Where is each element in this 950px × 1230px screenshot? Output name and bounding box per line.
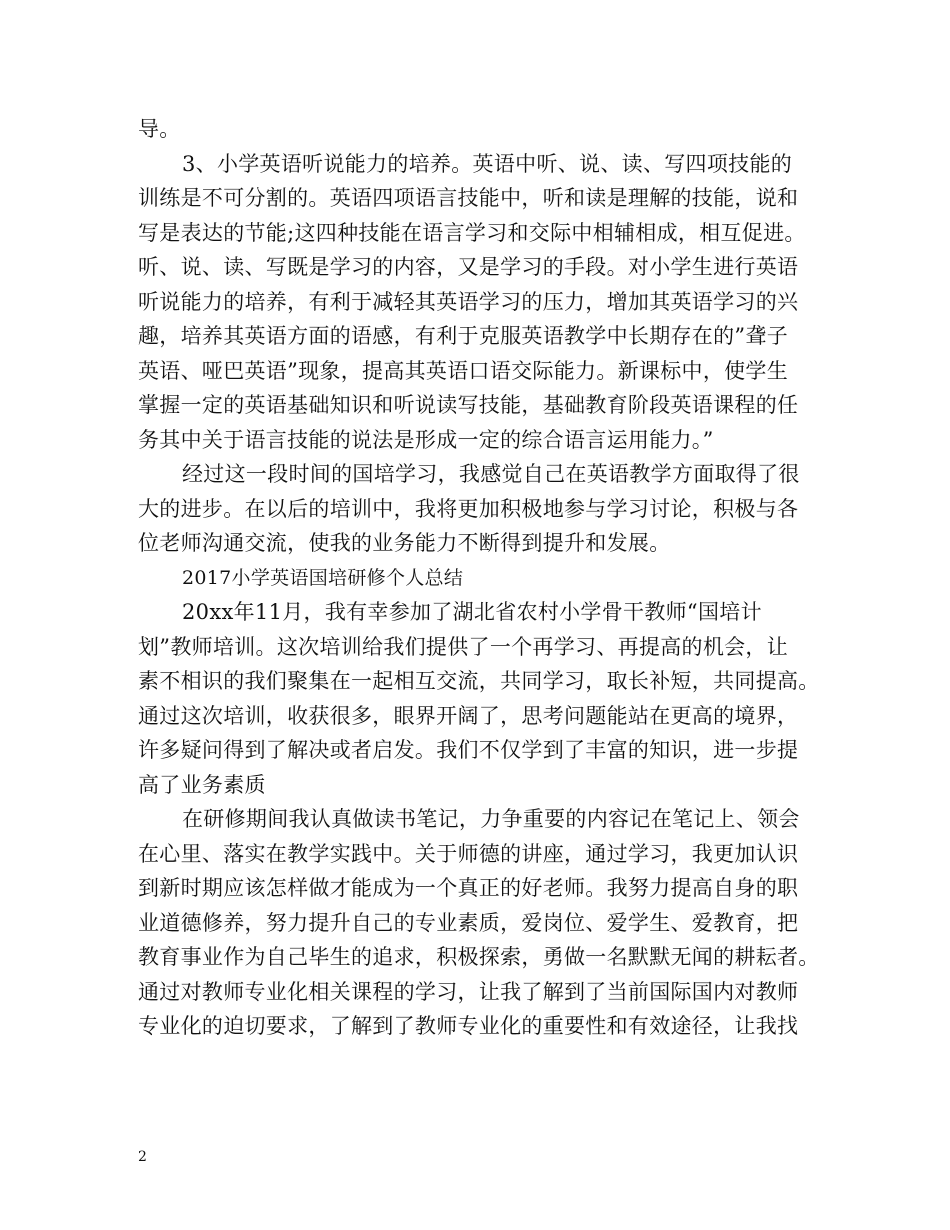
text-line: 高了业务素质: [138, 772, 266, 797]
text-line: 掌握一定的英语基础知识和听说读写技能，基础教育阶段英语课程的任: [138, 393, 799, 417]
section-title: 2017小学英语国培研修个人总结: [182, 566, 464, 589]
text-line: 20xx年11月，我有幸参加了湖北省农村小学骨干教师“国培计: [182, 600, 762, 624]
text-line: 划”教师培训。这次培训给我们提供了一个再学习、再提高的机会，让: [138, 634, 789, 659]
text-line: 到新时期应该怎样做才能成为一个真正的好老师。我努力提高自身的职: [138, 876, 799, 900]
text-line: 位老师沟通交流，使我的业务能力不断得到提升和发展。: [138, 531, 671, 555]
text-line: 务其中关于语言技能的说法是形成一定的综合语言运用能力。”: [138, 427, 714, 452]
text-line: 业道德修养，努力提升自己的专业素质，爱岗位、爱学生、爱教育，把: [138, 910, 799, 935]
text-line: 专业化的迫切要求，了解到了教师专业化的重要性和有效途径，让我找: [138, 1014, 799, 1038]
page-number: 2: [138, 1149, 147, 1165]
text-line: 在研修期间我认真做读书笔记，力争重要的内容记在笔记上、领会: [182, 807, 800, 831]
text-line: 教育事业作为自己毕生的追求，积极探索，勇做一名默默无闻的耕耘者。: [138, 945, 820, 969]
text-line: 3、小学英语听说能力的培养。英语中听、说、读、写四项技能的: [182, 151, 793, 176]
text-line: 通过这次培训，收获很多，眼界开阔了，思考问题能站在更高的境界，: [138, 703, 799, 728]
text-line: 大的进步。在以后的培训中，我将更加积极地参与学习讨论，积极与各: [138, 496, 799, 521]
text-line: 在心里、落实在教学实践中。关于师德的讲座，通过学习，我更加认识: [138, 841, 799, 866]
text-line: 素不相识的我们聚集在一起相互交流，共同学习，取长补短，共同提高。: [138, 669, 820, 693]
text-line: 趣，培养其英语方面的语感，有利于克服英语教学中长期存在的”聋子: [138, 324, 789, 348]
text-line: 听说能力的培养，有利于减轻其英语学习的压力，增加其英语学习的兴: [138, 289, 799, 314]
text-line: 通过对教师专业化相关课程的学习，让我了解到了当前国际国内对教师: [138, 979, 799, 1004]
text-line: 经过这一段时间的国培学习，我感觉自己在英语教学方面取得了很: [182, 462, 800, 486]
text-line: 写是表达的节能;这四种技能在语言学习和交际中相辅相成，相互促进。: [138, 220, 806, 245]
text-line: 导。: [138, 117, 181, 141]
text-line: 训练是不可分割的。英语四项语言技能中，听和读是理解的技能，说和: [138, 186, 799, 210]
text-line: 英语、哑巴英语”现象，提高其英语口语交际能力。新课标中，使学生: [138, 358, 789, 383]
text-line: 许多疑问得到了解决或者启发。我们不仅学到了丰富的知识，进一步提: [138, 738, 799, 762]
document-body: [138, 112, 828, 1044]
text-line: 听、说、读、写既是学习的内容，又是学习的手段。对小学生进行英语: [138, 255, 799, 279]
